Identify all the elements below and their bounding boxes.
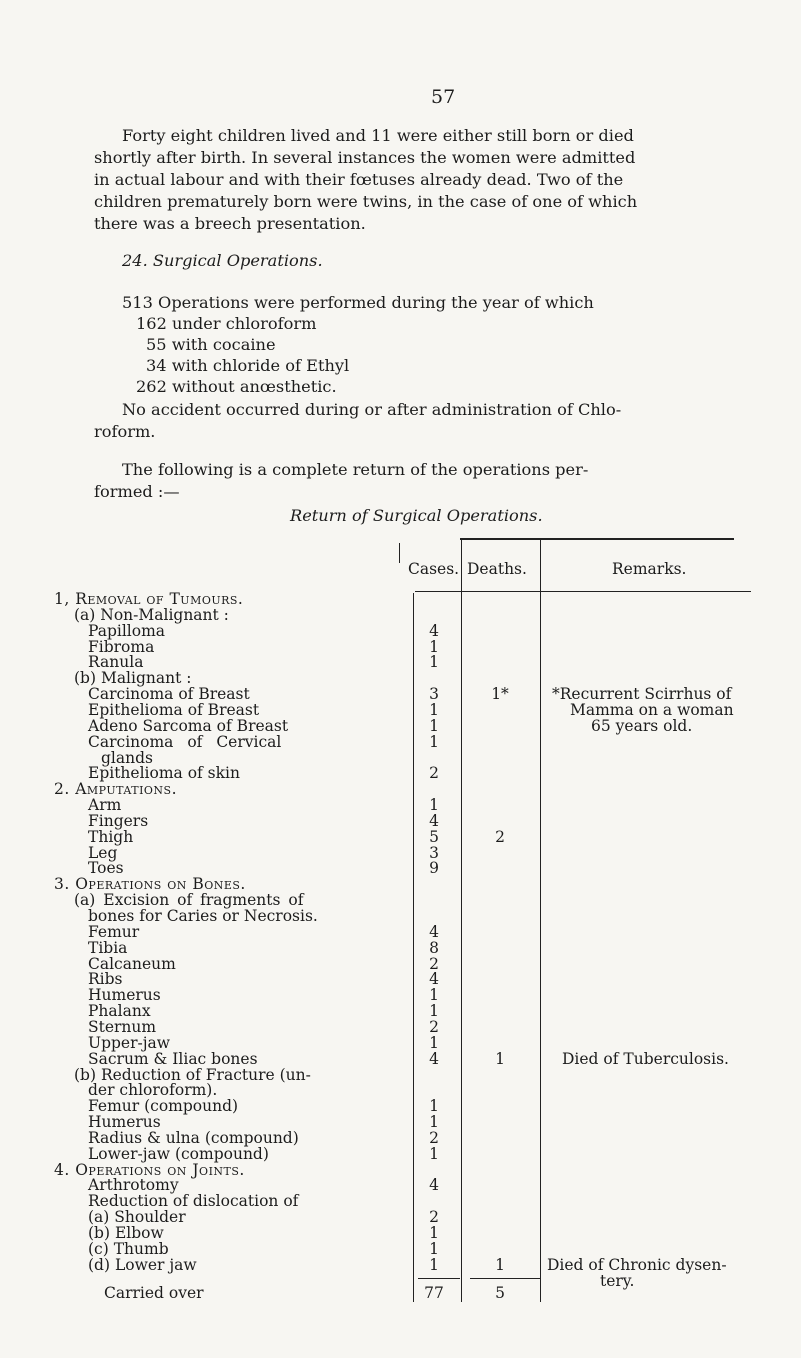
page-number: 57 — [431, 86, 456, 108]
cases-value: 3 — [429, 844, 439, 862]
row-label: Carcinoma of Cervical — [88, 733, 282, 751]
cases-value: 3 — [429, 685, 439, 703]
row-label: Arm — [88, 796, 122, 814]
remark-line: Died of Tuberculosis. — [562, 1050, 729, 1068]
operations-line: roform. — [94, 422, 156, 441]
row-label: Tibia — [88, 939, 128, 957]
cases-value: 4 — [429, 812, 439, 830]
row-label: (b) Elbow — [88, 1224, 164, 1242]
cases-value: 2 — [429, 1129, 439, 1147]
section-heading: 24. Surgical Operations. — [122, 251, 323, 270]
cases-value: 5 — [429, 828, 439, 846]
row-label: Femur — [88, 923, 140, 941]
row-label: glands — [101, 749, 153, 767]
row-label: bones for Caries or Necrosis. — [88, 907, 318, 925]
row-label: (a) Excision of fragments of — [74, 891, 304, 909]
row-label: Sternum — [88, 1018, 157, 1036]
deaths-value: 2 — [495, 828, 505, 846]
row-label: 4. Operations on Joints. — [54, 1161, 245, 1179]
cases-value: 2 — [429, 764, 439, 782]
row-label: Upper-jaw — [88, 1034, 171, 1052]
row-label: Fibroma — [88, 638, 155, 656]
cases-left-rule — [399, 543, 400, 563]
deaths-value: 1 — [495, 1256, 505, 1274]
totals-rule — [470, 1278, 540, 1279]
operations-line: No accident occurred during or after administration of Chlo- — [122, 400, 622, 419]
row-label: 2. Amputations. — [54, 780, 178, 798]
cases-value: 2 — [429, 955, 439, 973]
row-label: Toes — [88, 859, 124, 877]
row-label: Reduction of dislocation of — [88, 1192, 299, 1210]
row-label: (a) Non-Malignant : — [74, 606, 229, 624]
row-label: Calcaneum — [88, 955, 176, 973]
row-label: (b) Malignant : — [74, 669, 192, 687]
row-label: Humerus — [88, 986, 161, 1004]
row-label: Lower-jaw (compound) — [88, 1145, 269, 1163]
cases-value: 1 — [429, 1256, 439, 1274]
row-label: (a) Shoulder — [88, 1208, 186, 1226]
header-remarks: Remarks. — [612, 560, 687, 578]
cases-value: 4 — [429, 622, 439, 640]
row-label: (d) Lower jaw — [88, 1256, 197, 1274]
operations-line: 513 Operations were performed during the year of which — [122, 293, 594, 312]
cases-value: 1 — [429, 701, 439, 719]
row-label: Arthrotomy — [88, 1176, 179, 1194]
carried-over-deaths: 5 — [495, 1284, 505, 1302]
row-label: Adeno Sarcoma of Breast — [88, 717, 289, 735]
cases-value: 1 — [429, 733, 439, 751]
header-deaths: Deaths. — [467, 560, 527, 578]
operations-line: 55 with cocaine — [146, 335, 276, 354]
row-label: Phalanx — [88, 1002, 151, 1020]
row-label: (b) Reduction of Fracture (un- — [74, 1066, 311, 1084]
row-label: Humerus — [88, 1113, 161, 1131]
cases-value: 2 — [429, 1208, 439, 1226]
remark-line: *Recurrent Scirrhus of — [552, 685, 732, 703]
cases-value: 8 — [429, 939, 439, 957]
header-cases: Cases. — [408, 560, 460, 578]
row-label: Papilloma — [88, 622, 166, 640]
row-label: Radius & ulna (compound) — [88, 1129, 299, 1147]
row-label: Femur (compound) — [88, 1097, 239, 1115]
intro-line: shortly after birth. In several instances the women were admitted — [94, 148, 636, 167]
operations-line: 162 under chloroform — [136, 314, 317, 333]
remark-line: Died of Chronic dysen- — [547, 1256, 727, 1274]
row-label: Thigh — [88, 828, 134, 846]
remark-line: tery. — [600, 1272, 635, 1290]
table-top-rule — [460, 538, 734, 540]
carried-over-label: Carried over — [104, 1284, 204, 1302]
row-label: 1, Removal of Tumours. — [54, 590, 244, 608]
cases-value: 1 — [429, 717, 439, 735]
deaths-value: 1* — [491, 685, 509, 703]
remark-line: 65 years old. — [591, 717, 693, 735]
remark-line: Mamma on a woman — [570, 701, 734, 719]
cases-value: 4 — [429, 923, 439, 941]
carried-over-cases: 77 — [424, 1284, 444, 1302]
row-label: (c) Thumb — [88, 1240, 169, 1258]
cases-value: 1 — [429, 1113, 439, 1131]
remarks-left-rule — [540, 540, 541, 1302]
operations-line: formed :— — [94, 482, 180, 501]
operations-line: The following is a complete return of the operations per- — [122, 460, 589, 479]
intro-line: there was a breech presentation. — [94, 214, 366, 233]
intro-line: children prematurely born were twins, in the case of one of which — [94, 192, 638, 211]
header-underline — [415, 591, 751, 592]
deaths-value: 1 — [495, 1050, 505, 1068]
table-title: Return of Surgical Operations. — [290, 506, 543, 525]
row-label: der chloroform). — [88, 1081, 218, 1099]
row-label: Ribs — [88, 970, 123, 988]
row-label: Epithelioma of skin — [88, 764, 240, 782]
cases-value: 1 — [429, 1097, 439, 1115]
cases-value: 1 — [429, 796, 439, 814]
cases-value: 4 — [429, 970, 439, 988]
operations-line: 34 with chloride of Ethyl — [146, 356, 350, 375]
row-label: Epithelioma of Breast — [88, 701, 260, 719]
intro-line: Forty eight children lived and 11 were either still born or died — [122, 126, 634, 145]
cases-value: 1 — [429, 986, 439, 1004]
operations-line: 262 without anœsthetic. — [136, 377, 337, 396]
cases-value: 1 — [429, 1034, 439, 1052]
cases-value: 1 — [429, 1240, 439, 1258]
cases-value: 2 — [429, 1018, 439, 1036]
cases-value: 1 — [429, 638, 439, 656]
cases-value: 4 — [429, 1176, 439, 1194]
row-label: 3. Operations on Bones. — [54, 875, 246, 893]
intro-line: in actual labour and with their fœtuses already dead. Two of the — [94, 170, 624, 189]
totals-rule — [418, 1278, 460, 1279]
cases-value: 1 — [429, 1002, 439, 1020]
cases-value: 9 — [429, 859, 439, 877]
row-label: Sacrum & Iliac bones — [88, 1050, 258, 1068]
cases-value: 1 — [429, 653, 439, 671]
cases-value: 1 — [429, 1224, 439, 1242]
row-label: Carcinoma of Breast — [88, 685, 250, 703]
row-label: Fingers — [88, 812, 149, 830]
row-label: Leg — [88, 844, 118, 862]
cases-value: 1 — [429, 1145, 439, 1163]
row-label: Ranula — [88, 653, 144, 671]
cases-value: 4 — [429, 1050, 439, 1068]
